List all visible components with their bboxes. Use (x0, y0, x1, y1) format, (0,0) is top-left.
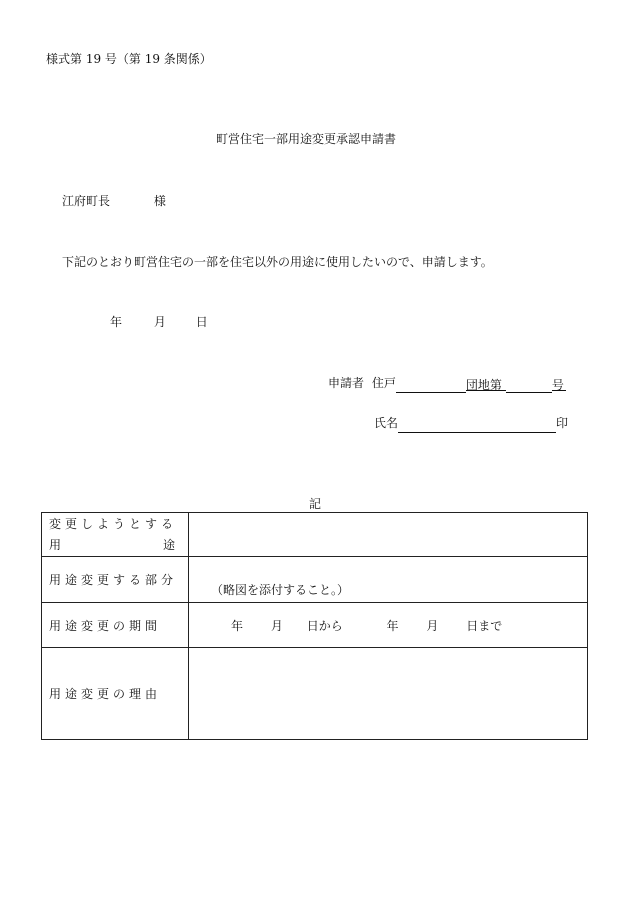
table-row (42, 648, 588, 740)
change-part-label: 用途変更する部分 (42, 557, 189, 603)
table-row (42, 513, 588, 557)
change-reason-field[interactable] (189, 648, 588, 740)
seal-label: 印 (556, 416, 569, 430)
addressee (62, 192, 166, 209)
table-row (42, 557, 588, 603)
document-title: 町営住宅一部用途変更承認申請書 (216, 132, 397, 146)
addressee-honorific: 様 (153, 194, 166, 208)
period-to-day: 日まで (466, 618, 503, 633)
applicant-residence-line (328, 374, 566, 391)
residence-label: 住戸 (371, 376, 396, 390)
intended-use-label-char-b: 途 (162, 537, 175, 552)
change-part-field[interactable] (189, 557, 588, 603)
change-period-field[interactable] (189, 603, 588, 648)
date-day: 日 (195, 315, 208, 329)
date-line (110, 313, 208, 330)
date-month: 月 (153, 315, 166, 329)
name-field[interactable] (398, 418, 556, 433)
danchi-label: 団地第 (466, 376, 506, 391)
period-to-month: 月 (426, 618, 439, 633)
application-details-table (41, 512, 588, 740)
table-row (42, 603, 588, 648)
statement: 下記のとおり町営住宅の一部を住宅以外の用途に使用したいので、申請します。 (62, 255, 493, 269)
intended-use-label-char-a: 用 (49, 537, 62, 552)
period-to-year: 年 (386, 618, 399, 633)
change-reason-label: 用途変更の理由 (42, 648, 189, 740)
intended-use-field[interactable] (189, 513, 588, 557)
residence-danchi-field[interactable] (396, 378, 466, 393)
addressee-name: 江府町長 (62, 194, 111, 208)
intended-use-label-line1: 変更しようとする (49, 516, 178, 531)
period-from-month: 月 (270, 618, 283, 633)
period-from-day: 日から (306, 618, 343, 633)
form-number: 様式第 19 号（第 19 条関係） (46, 52, 212, 66)
change-period-label: 用途変更の期間 (42, 603, 189, 648)
change-part-note: （略図を添付すること。） (211, 583, 350, 597)
applicant-label: 申請者 (328, 376, 365, 390)
residence-number-field[interactable] (506, 378, 552, 393)
ki-heading: 記 (309, 497, 322, 511)
date-year: 年 (110, 315, 123, 329)
period-from-year: 年 (231, 618, 244, 633)
name-label: 氏名 (374, 416, 399, 430)
intended-use-label-line2 (49, 535, 175, 556)
intended-use-label (42, 513, 189, 557)
applicant-name-line (374, 414, 568, 431)
number-label: 号 (551, 378, 564, 392)
